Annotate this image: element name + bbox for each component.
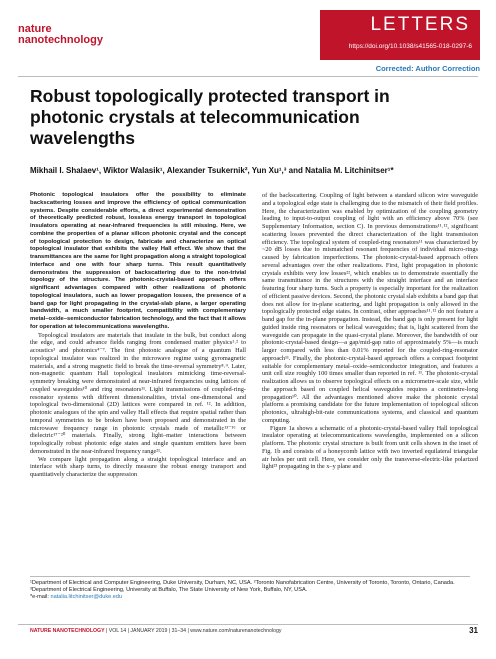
- banner-label: LETTERS: [370, 14, 470, 35]
- journal-logo-line2: nanotechnology: [18, 34, 103, 46]
- left-column: [30, 192, 246, 479]
- body-paragraph: Figure 1a shows a schematic of a photonic-crystal-based valley Hall topological insulator operating at telecommunications wavelengths, implemented on a silicon platform. The photonic crystal structure is built from unit cells shown in the inset of Fig. 1b and consists of a honeycomb lattice with two inverted equilateral triangular air holes per unit cell. Here, we consider only the transverse-electric-like polarized light²³ propagating in the x–y plane and: [262, 424, 478, 471]
- footer-details: | VOL 14 | JANUARY 2019 | 31–34 | www.nature.com/naturenanotechnology: [104, 628, 282, 634]
- email-line: [30, 594, 480, 601]
- header-divider: [18, 76, 478, 77]
- email-prefix: *e-mail:: [30, 594, 51, 600]
- footnote-divider: [30, 576, 470, 577]
- footer-divider: [18, 624, 478, 625]
- letters-banner: [320, 10, 480, 60]
- correction-notice[interactable]: Corrected: Author Correction: [375, 64, 480, 73]
- author-list: Mikhail I. Shalaev¹, Wiktor Walasik¹, Alexander Tsukernik², Yun Xu¹,³ and Natalia M. Litchinitser¹*: [30, 166, 394, 175]
- body-paragraph: of the backscattering. Coupling of light between a standard silicon wire waveguide and a topological edge state is challenging due to the mismatch of their field profiles. Here, the characterization was enabled by optimization of the coupling geometry leading to input-to-output coupling of light with an efficiency above 70% (see Supplementary Information, section C). In previous demonstrations¹¹˒¹², significant scattering losses prevented the direct characterization of the light transmission efficiency. The topological system of coupled-ring resonators¹¹ was characterized by ~20 dB losses due to mismatched resonant frequencies of individual micro-rings caused by fabrication imperfections. The photonic-crystal-based approach offers several advantages over the other realizations. First, light propagation in photonic crystals exhibits very low losses²², which enables us to demonstrate essentially the same transmittance in the structures with the straight interface and an interface featuring four sharp turns. Such a property is especially important for the realization of efficient passive devices. Second, the photonic crystal slab exhibits a band gap that does not allow for in-plane scattering, and light propagation is only allowed in the topologically protected edge states. In contrast, other approaches¹¹˒¹² do not feature a band gap for the in-plane propagation. Instead, the band gap is only present for light guided inside ring resonators or helical waveguides; that is, light scattered from the waveguide can propagate in the quasi-crystal plane. Moreover, the bandwidth of our photonic-crystal-based design—a gap/mid-gap ratio of approximately 5%—is much larger compared with less than 0.01% reported for the coupled-ring-resonator approach¹¹. Finally, the photonic-crystal-based approach offers a compact footprint suitable for complementary metal–oxide–semiconductor integration, and features a unit cell size roughly 100 times smaller than reported in ref. ¹¹. The photonic-crystal realization allows us to observe topological effects on a micrometre-scale size, while the approach based on coupled helical waveguides requires a centimetre-long propagation¹⁰. All the advantages mentioned above make the photonic crystal platform a promising candidate for the future implementation of topological silicon photonics, ultrahigh-bit-rate communications systems, and classical and quantum computing.: [262, 192, 478, 424]
- article-title: Robust topologically protected transport in photonic crystals at telecommunication wavelengths: [30, 86, 390, 148]
- journal-logo-line1: nature: [18, 23, 52, 35]
- body-paragraph: We compare light propagation along a straight topological interface and an interface with sharp turns, to directly measure the robust energy transport and quantitatively characterize the suppression: [30, 455, 246, 478]
- abstract: Photonic topological insulators offer the possibility to eliminate backscattering losses and improve the efficiency of optical communication systems. Despite considerable efforts, a direct experimental demonstration of theoretically predicted robust, lossless energy transport in topological insulators operating at near-infrared frequencies is still missing. Here, we combine the properties of a planar silicon photonic crystal and the concept of topological protection to design, fabricate and characterize an optical topological insulator that exhibits the valley Hall effect. We show that the transmittances are the same for light propagation along a straight topological interface and one with four sharp turns. This result quantitatively demonstrates the suppression of backscattering due to the non-trivial topology of the structure. The photonic-crystal-based approach offers significant advantages compared with other realizations of photonic topological insulators, such as lower propagation losses, the presence of a band gap for light propagating in the crystal-slab plane, a larger operating bandwidth, a much smaller footprint, compatibility with complementary metal–oxide–semiconductor fabrication technology, and the fact that it allows for operation at telecommunications wavelengths.: [30, 192, 246, 330]
- page-number: 31: [469, 626, 478, 635]
- journal-logo: [18, 24, 103, 46]
- email-link[interactable]: natalia.litchinitser@duke.edu: [50, 594, 123, 600]
- footnotes: [30, 580, 480, 601]
- body-paragraph: Topological insulators are materials that insulate in the bulk, but conduct along the edge, and could advance fields ranging from condensed matter physics¹˒² to acoustics³ and photonics⁴⁻⁷. The first photonic analogue of a quantum Hall topological insulator was realized in the microwave regime using gyromagnetic materials, and a strong magnetic field to break the time-reversal symmetry⁸˒⁹. Later, non-magnetic quantum Hall topological insulators mimicking time-reversal-symmetry breaking were demonstrated at near-infrared frequencies using lattices of coupled waveguides¹⁰ and ring resonators¹¹. Light transmissions of coupled-ring-resonator systems with different dimensionalities, trivial one-dimensional and topological two-dimensional (2D) lattices were compared in ref. ¹². In addition, photonic analogues of the spin and valley Hall effects that require spatial rather than temporal symmetries to be broken have been proposed and demonstrated in the microwave frequency range in photonic crystals made of metallic¹³⁻¹⁶ or dielectric¹⁷⁻²⁰ materials. Finally, strong light–matter interactions between topologically robust photonic edge states and single quantum emitters have been demonstrated in the near-infrared frequency range²¹.: [30, 331, 246, 455]
- right-column: [262, 192, 478, 471]
- doi-link[interactable]: https://doi.org/10.1038/s41565-018-0297-6: [348, 43, 472, 50]
- footer: [30, 628, 470, 634]
- footer-journal: NATURE NANOTECHNOLOGY: [30, 628, 105, 634]
- affiliations: ¹Department of Electrical and Computer Engineering, Duke University, Durham, NC, USA. ²Toronto Nanofabrication Centre, University of Toronto, Toronto, Ontario, Canada. ³Department of Electrical Engineering, University at Buffalo, The State University of New York, Buffalo, NY, USA.: [30, 580, 455, 593]
